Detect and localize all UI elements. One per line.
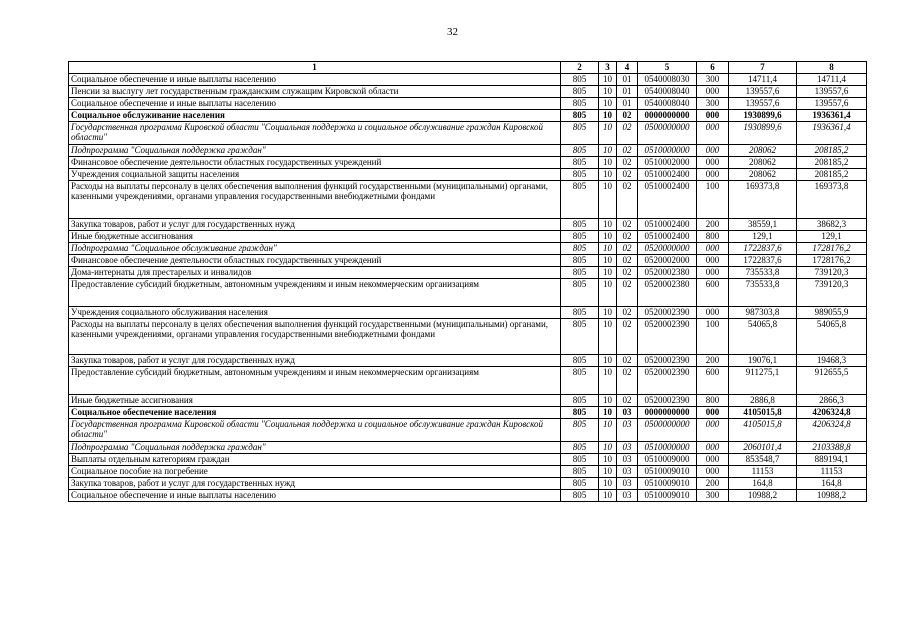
row-name-cell: Социальное обслуживание населения bbox=[69, 110, 561, 122]
amount-year1-cell: 2060101,4 bbox=[729, 442, 797, 454]
amount-year1-cell: 208062 bbox=[729, 157, 797, 169]
expense-type-cell: 600 bbox=[697, 279, 729, 307]
amount-year2-cell: 4206324,8 bbox=[797, 407, 867, 419]
expense-type-cell: 100 bbox=[697, 181, 729, 219]
expense-type-cell: 000 bbox=[697, 419, 729, 442]
amount-year2-cell: 4206324,8 bbox=[797, 419, 867, 442]
row-name-cell: Подпрограмма "Социальная поддержка граждан" bbox=[69, 442, 561, 454]
subsection-code-cell: 02 bbox=[617, 307, 638, 319]
section-code-cell: 10 bbox=[599, 86, 617, 98]
row-name-cell: Социальное обеспечение населения bbox=[69, 407, 561, 419]
table-row bbox=[69, 86, 867, 98]
target-article-cell: 0510009000 bbox=[638, 454, 697, 466]
column-header: 2 bbox=[561, 62, 599, 74]
subsection-code-cell: 03 bbox=[617, 419, 638, 442]
ministry-code-cell: 805 bbox=[561, 219, 599, 231]
row-name-cell: Пенсии за выслугу лет государственным гражданским служащим Кировской области bbox=[69, 86, 561, 98]
expense-type-cell: 000 bbox=[697, 255, 729, 267]
section-code-cell: 10 bbox=[599, 407, 617, 419]
table-row bbox=[69, 145, 867, 157]
table-row bbox=[69, 169, 867, 181]
row-name-cell: Государственная программа Кировской области "Социальная поддержка и социальное обслуживание граждан Кировской области" bbox=[69, 419, 561, 442]
table-row bbox=[69, 319, 867, 355]
expense-type-cell: 000 bbox=[697, 442, 729, 454]
section-code-cell: 10 bbox=[599, 110, 617, 122]
expense-type-cell: 300 bbox=[697, 490, 729, 502]
table-row bbox=[69, 478, 867, 490]
amount-year1-cell: 208062 bbox=[729, 145, 797, 157]
column-header: 8 bbox=[797, 62, 867, 74]
expense-type-cell: 800 bbox=[697, 231, 729, 243]
amount-year1-cell: 911275,1 bbox=[729, 367, 797, 395]
expense-type-cell: 200 bbox=[697, 478, 729, 490]
subsection-code-cell: 03 bbox=[617, 442, 638, 454]
row-name-cell: Социальное обеспечение и иные выплаты населению bbox=[69, 490, 561, 502]
column-header: 1 bbox=[69, 62, 561, 74]
subsection-code-cell: 02 bbox=[617, 279, 638, 307]
expense-type-cell: 000 bbox=[697, 86, 729, 98]
row-name-cell: Социальное обеспечение и иные выплаты населению bbox=[69, 74, 561, 86]
target-article-cell: 0510000000 bbox=[638, 442, 697, 454]
expense-type-cell: 000 bbox=[697, 407, 729, 419]
table-row bbox=[69, 442, 867, 454]
ministry-code-cell: 805 bbox=[561, 98, 599, 110]
ministry-code-cell: 805 bbox=[561, 419, 599, 442]
amount-year1-cell: 129,1 bbox=[729, 231, 797, 243]
amount-year1-cell: 1930899,6 bbox=[729, 110, 797, 122]
section-code-cell: 10 bbox=[599, 279, 617, 307]
table-row bbox=[69, 267, 867, 279]
ministry-code-cell: 805 bbox=[561, 279, 599, 307]
table-row bbox=[69, 367, 867, 395]
ministry-code-cell: 805 bbox=[561, 267, 599, 279]
table-row bbox=[69, 307, 867, 319]
target-article-cell: 0510002400 bbox=[638, 169, 697, 181]
target-article-cell: 0540008040 bbox=[638, 98, 697, 110]
ministry-code-cell: 805 bbox=[561, 466, 599, 478]
amount-year2-cell: 54065,8 bbox=[797, 319, 867, 355]
amount-year2-cell: 129,1 bbox=[797, 231, 867, 243]
subsection-code-cell: 02 bbox=[617, 157, 638, 169]
subsection-code-cell: 02 bbox=[617, 169, 638, 181]
table-body bbox=[69, 74, 867, 502]
amount-year2-cell: 11153 bbox=[797, 466, 867, 478]
amount-year1-cell: 735533,8 bbox=[729, 267, 797, 279]
subsection-code-cell: 02 bbox=[617, 181, 638, 219]
subsection-code-cell: 02 bbox=[617, 267, 638, 279]
amount-year1-cell: 169373,8 bbox=[729, 181, 797, 219]
amount-year2-cell: 989055,9 bbox=[797, 307, 867, 319]
section-code-cell: 10 bbox=[599, 169, 617, 181]
amount-year2-cell: 1728176,2 bbox=[797, 255, 867, 267]
ministry-code-cell: 805 bbox=[561, 395, 599, 407]
ministry-code-cell: 805 bbox=[561, 478, 599, 490]
table-row bbox=[69, 255, 867, 267]
target-article-cell: 0510000000 bbox=[638, 145, 697, 157]
column-header: 6 bbox=[697, 62, 729, 74]
amount-year1-cell: 38559,1 bbox=[729, 219, 797, 231]
amount-year1-cell: 11153 bbox=[729, 466, 797, 478]
amount-year2-cell: 169373,8 bbox=[797, 181, 867, 219]
amount-year2-cell: 2103388,8 bbox=[797, 442, 867, 454]
column-header: 4 bbox=[617, 62, 638, 74]
target-article-cell: 0520002390 bbox=[638, 307, 697, 319]
subsection-code-cell: 03 bbox=[617, 466, 638, 478]
table-row bbox=[69, 466, 867, 478]
table-row bbox=[69, 181, 867, 219]
expense-type-cell: 300 bbox=[697, 98, 729, 110]
target-article-cell: 0540008030 bbox=[638, 74, 697, 86]
ministry-code-cell: 805 bbox=[561, 74, 599, 86]
ministry-code-cell: 805 bbox=[561, 157, 599, 169]
budget-table bbox=[68, 61, 867, 502]
section-code-cell: 10 bbox=[599, 367, 617, 395]
column-header: 7 bbox=[729, 62, 797, 74]
target-article-cell: 0520002390 bbox=[638, 355, 697, 367]
amount-year2-cell: 19468,3 bbox=[797, 355, 867, 367]
amount-year1-cell: 4105015,8 bbox=[729, 419, 797, 442]
expense-type-cell: 100 bbox=[697, 319, 729, 355]
header-row bbox=[69, 62, 867, 74]
page-number: 32 bbox=[447, 26, 458, 38]
target-article-cell: 0520002380 bbox=[638, 267, 697, 279]
expense-type-cell: 300 bbox=[697, 74, 729, 86]
amount-year2-cell: 208185,2 bbox=[797, 169, 867, 181]
amount-year1-cell: 164,8 bbox=[729, 478, 797, 490]
amount-year1-cell: 853548,7 bbox=[729, 454, 797, 466]
target-article-cell: 0520002390 bbox=[638, 367, 697, 395]
section-code-cell: 10 bbox=[599, 74, 617, 86]
amount-year1-cell: 208062 bbox=[729, 169, 797, 181]
subsection-code-cell: 03 bbox=[617, 454, 638, 466]
subsection-code-cell: 02 bbox=[617, 219, 638, 231]
subsection-code-cell: 02 bbox=[617, 145, 638, 157]
ministry-code-cell: 805 bbox=[561, 319, 599, 355]
expense-type-cell: 200 bbox=[697, 355, 729, 367]
amount-year1-cell: 1930899,6 bbox=[729, 122, 797, 145]
amount-year2-cell: 10988,2 bbox=[797, 490, 867, 502]
target-article-cell: 0540008040 bbox=[638, 86, 697, 98]
amount-year2-cell: 912655,5 bbox=[797, 367, 867, 395]
row-name-cell: Учреждения социального обслуживания населения bbox=[69, 307, 561, 319]
table-row bbox=[69, 110, 867, 122]
subsection-code-cell: 02 bbox=[617, 243, 638, 255]
target-article-cell: 0510002000 bbox=[638, 157, 697, 169]
table-row bbox=[69, 74, 867, 86]
target-article-cell: 0000000000 bbox=[638, 110, 697, 122]
amount-year1-cell: 54065,8 bbox=[729, 319, 797, 355]
column-header: 3 bbox=[599, 62, 617, 74]
row-name-cell: Закупка товаров, работ и услуг для государственных нужд bbox=[69, 219, 561, 231]
expense-type-cell: 000 bbox=[697, 157, 729, 169]
section-code-cell: 10 bbox=[599, 419, 617, 442]
amount-year2-cell: 2866,3 bbox=[797, 395, 867, 407]
subsection-code-cell: 02 bbox=[617, 319, 638, 355]
ministry-code-cell: 805 bbox=[561, 490, 599, 502]
table-row bbox=[69, 122, 867, 145]
section-code-cell: 10 bbox=[599, 267, 617, 279]
amount-year1-cell: 19076,1 bbox=[729, 355, 797, 367]
target-article-cell: 0520002390 bbox=[638, 319, 697, 355]
table-row bbox=[69, 231, 867, 243]
table-row bbox=[69, 98, 867, 110]
amount-year2-cell: 1936361,4 bbox=[797, 122, 867, 145]
section-code-cell: 10 bbox=[599, 442, 617, 454]
column-header: 5 bbox=[638, 62, 697, 74]
table-row bbox=[69, 219, 867, 231]
target-article-cell: 0510002400 bbox=[638, 219, 697, 231]
expense-type-cell: 600 bbox=[697, 367, 729, 395]
subsection-code-cell: 02 bbox=[617, 122, 638, 145]
subsection-code-cell: 01 bbox=[617, 74, 638, 86]
expense-type-cell: 000 bbox=[697, 267, 729, 279]
amount-year2-cell: 739120,3 bbox=[797, 279, 867, 307]
amount-year2-cell: 14711,4 bbox=[797, 74, 867, 86]
target-article-cell: 0500000000 bbox=[638, 419, 697, 442]
ministry-code-cell: 805 bbox=[561, 122, 599, 145]
ministry-code-cell: 805 bbox=[561, 367, 599, 395]
section-code-cell: 10 bbox=[599, 145, 617, 157]
expense-type-cell: 000 bbox=[697, 243, 729, 255]
section-code-cell: 10 bbox=[599, 219, 617, 231]
ministry-code-cell: 805 bbox=[561, 145, 599, 157]
amount-year2-cell: 739120,3 bbox=[797, 267, 867, 279]
subsection-code-cell: 03 bbox=[617, 490, 638, 502]
section-code-cell: 10 bbox=[599, 490, 617, 502]
row-name-cell: Иные бюджетные ассигнования bbox=[69, 231, 561, 243]
ministry-code-cell: 805 bbox=[561, 86, 599, 98]
table-row bbox=[69, 419, 867, 442]
expense-type-cell: 000 bbox=[697, 307, 729, 319]
ministry-code-cell: 805 bbox=[561, 307, 599, 319]
ministry-code-cell: 805 bbox=[561, 255, 599, 267]
amount-year1-cell: 14711,4 bbox=[729, 74, 797, 86]
subsection-code-cell: 03 bbox=[617, 478, 638, 490]
row-name-cell: Закупка товаров, работ и услуг для государственных нужд bbox=[69, 478, 561, 490]
section-code-cell: 10 bbox=[599, 181, 617, 219]
row-name-cell: Выплаты отдельным категориям граждан bbox=[69, 454, 561, 466]
table-row bbox=[69, 157, 867, 169]
ministry-code-cell: 805 bbox=[561, 442, 599, 454]
table-row bbox=[69, 279, 867, 307]
ministry-code-cell: 805 bbox=[561, 231, 599, 243]
subsection-code-cell: 02 bbox=[617, 355, 638, 367]
subsection-code-cell: 03 bbox=[617, 407, 638, 419]
section-code-cell: 10 bbox=[599, 255, 617, 267]
table-row bbox=[69, 355, 867, 367]
target-article-cell: 0520002390 bbox=[638, 395, 697, 407]
amount-year2-cell: 1728176,2 bbox=[797, 243, 867, 255]
subsection-code-cell: 01 bbox=[617, 86, 638, 98]
subsection-code-cell: 02 bbox=[617, 367, 638, 395]
ministry-code-cell: 805 bbox=[561, 169, 599, 181]
row-name-cell: Дома-интернаты для престарелых и инвалидов bbox=[69, 267, 561, 279]
table-row bbox=[69, 490, 867, 502]
expense-type-cell: 000 bbox=[697, 169, 729, 181]
row-name-cell: Учреждения социальной защиты населения bbox=[69, 169, 561, 181]
section-code-cell: 10 bbox=[599, 157, 617, 169]
row-name-cell: Социальное пособие на погребение bbox=[69, 466, 561, 478]
section-code-cell: 10 bbox=[599, 319, 617, 355]
amount-year1-cell: 987303,8 bbox=[729, 307, 797, 319]
subsection-code-cell: 02 bbox=[617, 255, 638, 267]
section-code-cell: 10 bbox=[599, 231, 617, 243]
subsection-code-cell: 02 bbox=[617, 110, 638, 122]
target-article-cell: 0510002400 bbox=[638, 181, 697, 219]
target-article-cell: 0500000000 bbox=[638, 122, 697, 145]
expense-type-cell: 000 bbox=[697, 110, 729, 122]
amount-year1-cell: 10988,2 bbox=[729, 490, 797, 502]
section-code-cell: 10 bbox=[599, 355, 617, 367]
target-article-cell: 0520002000 bbox=[638, 255, 697, 267]
amount-year2-cell: 208185,2 bbox=[797, 145, 867, 157]
ministry-code-cell: 805 bbox=[561, 355, 599, 367]
amount-year2-cell: 139557,6 bbox=[797, 86, 867, 98]
ministry-code-cell: 805 bbox=[561, 454, 599, 466]
ministry-code-cell: 805 bbox=[561, 243, 599, 255]
row-name-cell: Предоставление субсидий бюджетным, автономным учреждениям и иным некоммерческим организациям bbox=[69, 367, 561, 395]
section-code-cell: 10 bbox=[599, 395, 617, 407]
table-row bbox=[69, 407, 867, 419]
amount-year1-cell: 139557,6 bbox=[729, 86, 797, 98]
subsection-code-cell: 02 bbox=[617, 231, 638, 243]
amount-year2-cell: 139557,6 bbox=[797, 98, 867, 110]
subsection-code-cell: 02 bbox=[617, 395, 638, 407]
expense-type-cell: 000 bbox=[697, 454, 729, 466]
amount-year1-cell: 2886,8 bbox=[729, 395, 797, 407]
amount-year2-cell: 38682,3 bbox=[797, 219, 867, 231]
section-code-cell: 10 bbox=[599, 478, 617, 490]
amount-year1-cell: 1722837,6 bbox=[729, 243, 797, 255]
amount-year2-cell: 164,8 bbox=[797, 478, 867, 490]
target-article-cell: 0520002380 bbox=[638, 279, 697, 307]
row-name-cell: Расходы на выплаты персоналу в целях обеспечения выполнения функций государственными (муниципальными) органами, казенными учреждениями, органами управления государственными внебюджетными фондами bbox=[69, 319, 561, 355]
amount-year2-cell: 1936361,4 bbox=[797, 110, 867, 122]
section-code-cell: 10 bbox=[599, 466, 617, 478]
expense-type-cell: 000 bbox=[697, 145, 729, 157]
row-name-cell: Социальное обеспечение и иные выплаты населению bbox=[69, 98, 561, 110]
section-code-cell: 10 bbox=[599, 243, 617, 255]
ministry-code-cell: 805 bbox=[561, 407, 599, 419]
section-code-cell: 10 bbox=[599, 98, 617, 110]
table-row bbox=[69, 454, 867, 466]
subsection-code-cell: 01 bbox=[617, 98, 638, 110]
row-name-cell: Подпрограмма "Социальная поддержка граждан" bbox=[69, 145, 561, 157]
table-row bbox=[69, 395, 867, 407]
row-name-cell: Иные бюджетные ассигнования bbox=[69, 395, 561, 407]
target-article-cell: 0510009010 bbox=[638, 478, 697, 490]
amount-year2-cell: 208185,2 bbox=[797, 157, 867, 169]
ministry-code-cell: 805 bbox=[561, 110, 599, 122]
expense-type-cell: 200 bbox=[697, 219, 729, 231]
amount-year1-cell: 139557,6 bbox=[729, 98, 797, 110]
section-code-cell: 10 bbox=[599, 307, 617, 319]
row-name-cell: Государственная программа Кировской области "Социальная поддержка и социальное обслуживание граждан Кировской области" bbox=[69, 122, 561, 145]
row-name-cell: Финансовое обеспечение деятельности областных государственных учреждений bbox=[69, 255, 561, 267]
amount-year1-cell: 735533,8 bbox=[729, 279, 797, 307]
ministry-code-cell: 805 bbox=[561, 181, 599, 219]
expense-type-cell: 000 bbox=[697, 122, 729, 145]
row-name-cell: Закупка товаров, работ и услуг для государственных нужд bbox=[69, 355, 561, 367]
row-name-cell: Предоставление субсидий бюджетным, автономным учреждениям и иным некоммерческим организациям bbox=[69, 279, 561, 307]
row-name-cell: Финансовое обеспечение деятельности областных государственных учреждений bbox=[69, 157, 561, 169]
target-article-cell: 0510009010 bbox=[638, 466, 697, 478]
amount-year1-cell: 1722837,6 bbox=[729, 255, 797, 267]
target-article-cell: 0510009010 bbox=[638, 490, 697, 502]
target-article-cell: 0000000000 bbox=[638, 407, 697, 419]
amount-year2-cell: 889194,1 bbox=[797, 454, 867, 466]
expense-type-cell: 800 bbox=[697, 395, 729, 407]
amount-year1-cell: 4105015,8 bbox=[729, 407, 797, 419]
section-code-cell: 10 bbox=[599, 454, 617, 466]
section-code-cell: 10 bbox=[599, 122, 617, 145]
target-article-cell: 0520000000 bbox=[638, 243, 697, 255]
expense-type-cell: 000 bbox=[697, 466, 729, 478]
row-name-cell: Расходы на выплаты персоналу в целях обеспечения выполнения функций государственными (муниципальными) органами, казенными учреждениями, органами управления государственными внебюджетными фондами bbox=[69, 181, 561, 219]
table-row bbox=[69, 243, 867, 255]
target-article-cell: 0510002400 bbox=[638, 231, 697, 243]
row-name-cell: Подпрограмма "Социальное обслуживание граждан" bbox=[69, 243, 561, 255]
